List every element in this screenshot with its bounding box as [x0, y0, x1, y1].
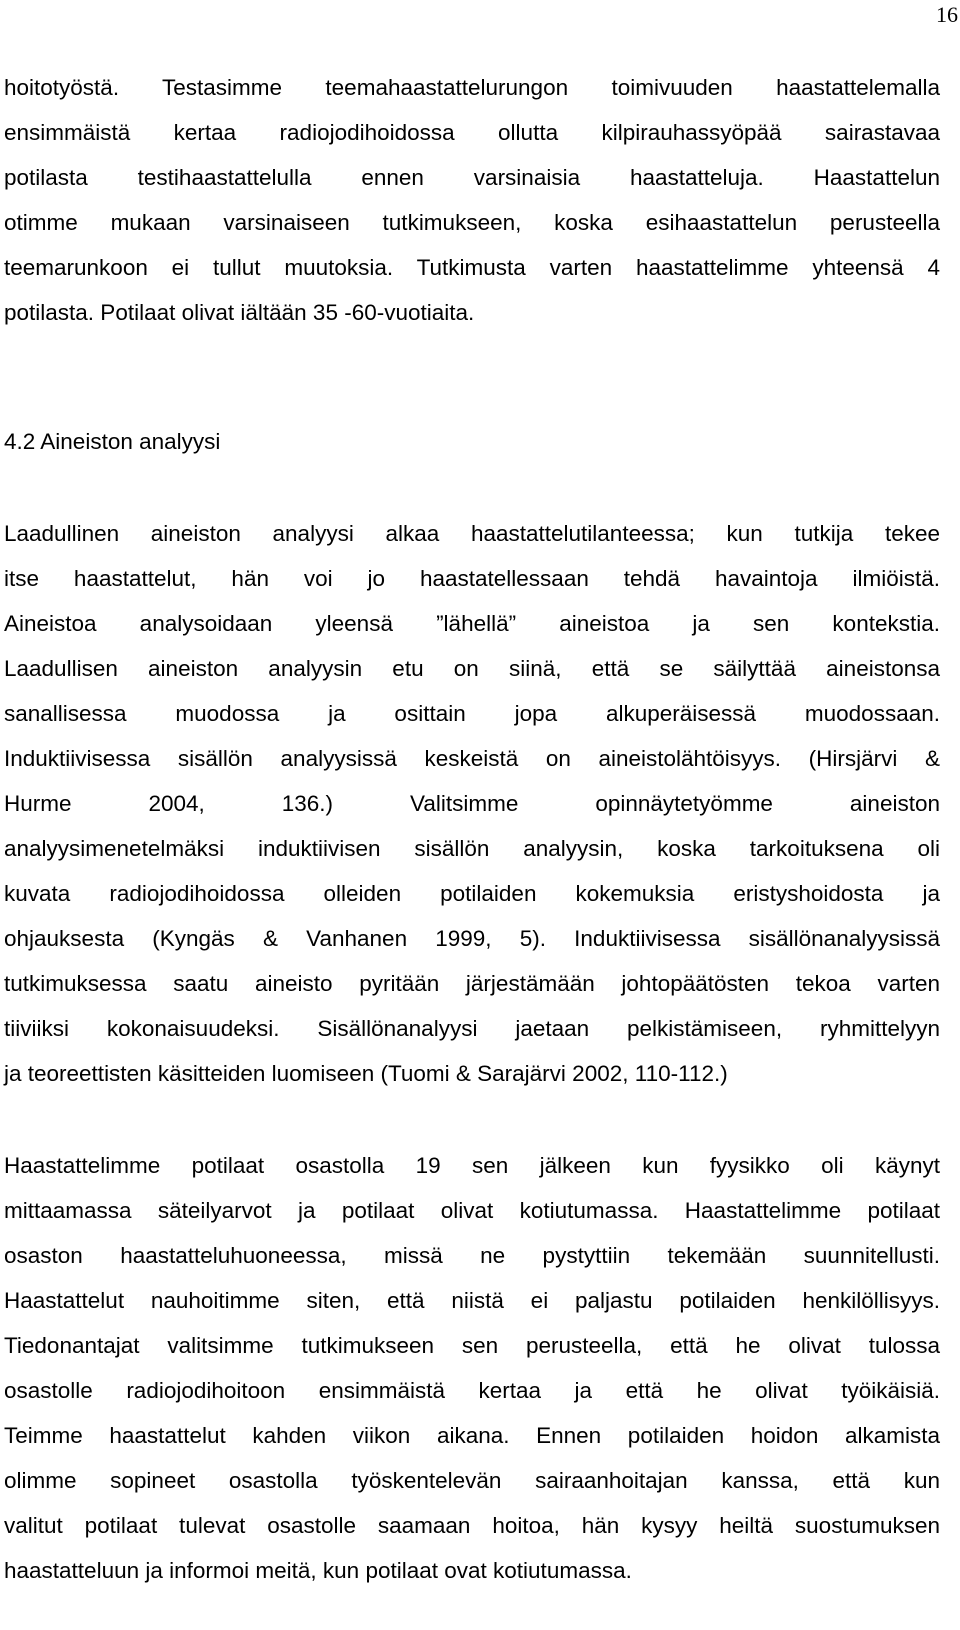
text-line: Haastattelimme potilaat osastolla 19 sen jälkeen kun fyysikko oli käynyt — [4, 1153, 940, 1178]
text-line: hoitotyöstä. Testasimme teemahaastattelurungon toimivuuden haastattelemalla — [4, 75, 940, 100]
text-line: potilasta testihaastattelulla ennen varsinaisia haastatteluja. Haastattelun — [4, 165, 940, 190]
section-heading: 4.2 Aineiston analyysi — [4, 429, 221, 454]
text-line: kuvata radiojodihoidossa olleiden potilaiden kokemuksia eristyshoidosta ja — [4, 881, 940, 906]
text-line: analyysimenetelmäksi induktiivisen sisällön analyysin, koska tarkoituksena oli — [4, 836, 940, 861]
text-line: Teimme haastattelut kahden viikon aikana. Ennen potilaiden hoidon alkamista — [4, 1423, 940, 1448]
text-line: Hurme 2004, 136.) Valitsimme opinnäytetyömme aineiston — [4, 791, 940, 816]
text-line: osaston haastatteluhuoneessa, missä ne pystyttiin tekemään suunnitellusti. — [4, 1243, 940, 1268]
text-line: Laadullinen aineiston analyysi alkaa haastattelutilanteessa; kun tutkija tekee — [4, 521, 940, 546]
text-line: sanallisessa muodossa ja osittain jopa alkuperäisessä muodossaan. — [4, 701, 940, 726]
text-line: ohjauksesta (Kyngäs & Vanhanen 1999, 5). Induktiivisessa sisällönanalyysissä — [4, 926, 940, 951]
text-line: osastolle radiojodihoitoon ensimmäistä kertaa ja että he olivat työikäisiä. — [4, 1378, 940, 1403]
text-line: valitut potilaat tulevat osastolle saamaan hoitoa, hän kysyy heiltä suostumuksen — [4, 1513, 940, 1538]
text-line: olimme sopineet osastolla työskentelevän sairaanhoitajan kanssa, että kun — [4, 1468, 940, 1493]
text-line: mittaamassa säteilyarvot ja potilaat olivat kotiutumassa. Haastattelimme potilaat — [4, 1198, 940, 1223]
text-line: Induktiivisessa sisällön analyysissä keskeistä on aineistolähtöisyys. (Hirsjärvi & — [4, 746, 940, 771]
text-line: Tiedonantajat valitsimme tutkimukseen sen perusteella, että he olivat tulossa — [4, 1333, 940, 1358]
text-line: ja teoreettisten käsitteiden luomiseen (Tuomi & Sarajärvi 2002, 110-112.) — [4, 1061, 728, 1086]
text-line: tutkimuksessa saatu aineisto pyritään järjestämään johtopäätösten tekoa varten — [4, 971, 940, 996]
text-line: tiiviiksi kokonaisuudeksi. Sisällönanalyysi jaetaan pelkistämiseen, ryhmittelyyn — [4, 1016, 940, 1041]
text-line: itse haastattelut, hän voi jo haastatellessaan tehdä havaintoja ilmiöistä. — [4, 566, 940, 591]
text-line: Aineistoa analysoidaan yleensä ”lähellä” aineistoa ja sen kontekstia. — [4, 611, 940, 636]
text-line: potilasta. Potilaat olivat iältään 35 -60-vuotiaita. — [4, 300, 475, 325]
text-line: otimme mukaan varsinaiseen tutkimukseen, koska esihaastattelun perusteella — [4, 210, 940, 235]
text-line: haastatteluun ja informoi meitä, kun potilaat ovat kotiutumassa. — [4, 1558, 632, 1583]
text-line: teemarunkoon ei tullut muutoksia. Tutkimusta varten haastattelimme yhteensä 4 — [4, 255, 940, 280]
text-line: Laadullisen aineiston analyysin etu on siinä, että se säilyttää aineistonsa — [4, 656, 940, 681]
text-line: Haastattelut nauhoitimme siten, että niistä ei paljastu potilaiden henkilöllisyys. — [4, 1288, 940, 1313]
page-number: 16 — [936, 2, 958, 27]
text-line: ensimmäistä kertaa radiojodihoidossa ollutta kilpirauhassyöpää sairastavaa — [4, 120, 940, 145]
